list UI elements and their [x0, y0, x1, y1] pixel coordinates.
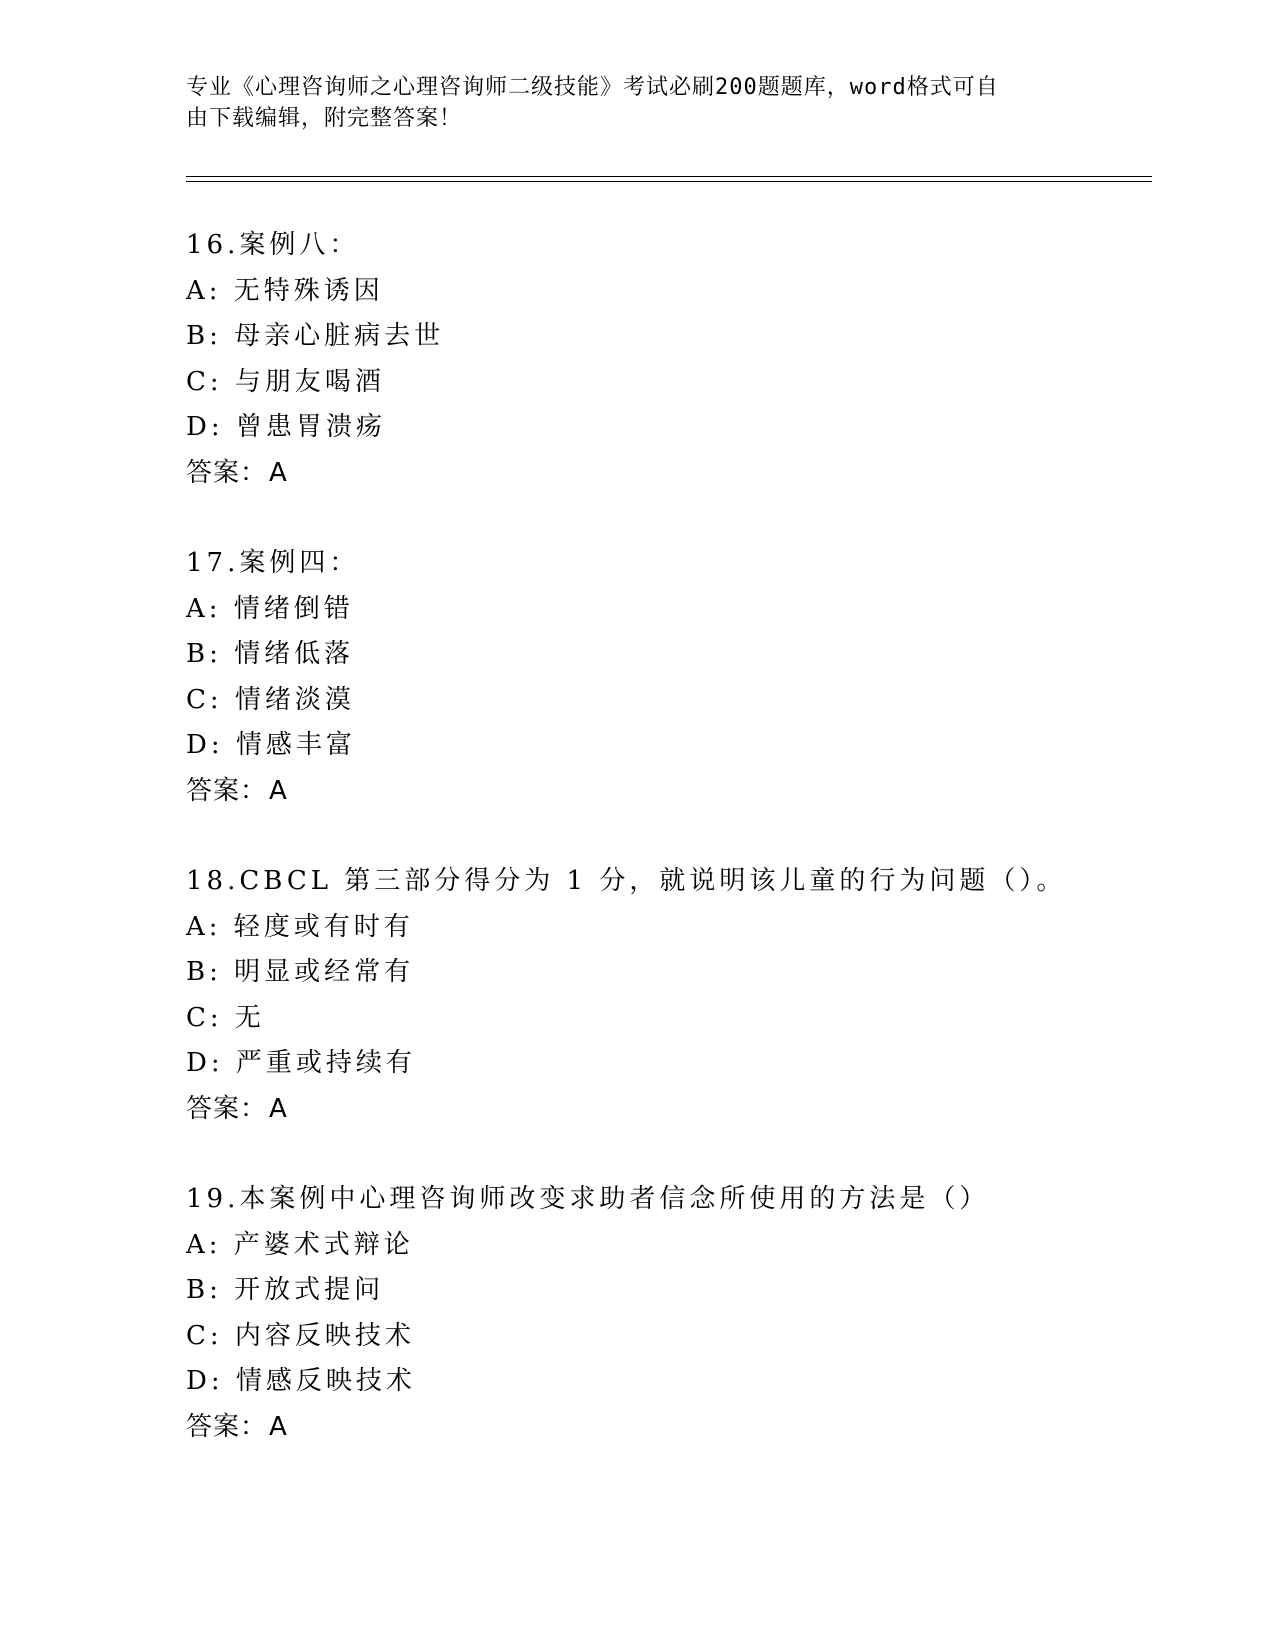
- option-c: C: 与朋友喝酒: [186, 366, 385, 397]
- question-stem: 19.本案例中心理咨询师改变求助者信念所使用的方法是（）: [186, 1184, 990, 1214]
- option-a: A: 轻度或有时有: [186, 911, 414, 942]
- answer-line: [186, 451, 1186, 497]
- option-d: D: 情感丰富: [186, 730, 356, 760]
- answer-label: 答案：: [186, 457, 268, 488]
- answer-line: [186, 1405, 1186, 1451]
- question-stem: 17.案例四：: [186, 548, 360, 578]
- question-stem: 16.案例八：: [186, 230, 360, 260]
- option-b: B: 母亲心脏病去世: [186, 321, 445, 351]
- answer-line: [186, 1087, 1186, 1133]
- header-divider-top: [186, 176, 1152, 177]
- answer-value: A: [269, 457, 288, 488]
- header-divider-bottom: [186, 181, 1152, 182]
- option-b: B: 明显或经常有: [186, 957, 415, 987]
- answer-label: 答案：: [186, 1411, 268, 1442]
- question-19: [186, 1177, 1186, 1450]
- document-header: [186, 72, 1066, 134]
- option-d: D: 严重或持续有: [186, 1048, 416, 1078]
- option-d: D: 情感反映技术: [186, 1366, 416, 1396]
- question-18: [186, 859, 1186, 1132]
- question-stem: 18.CBCL 第三部分得分为 1 分，就说明该儿童的行为问题（）。: [186, 866, 1067, 896]
- question-16: [186, 223, 1186, 496]
- option-a: A: 无特殊诱因: [186, 275, 384, 306]
- question-17: [186, 541, 1186, 814]
- option-a: A: 产婆术式辩论: [186, 1229, 414, 1260]
- option-b: B: 情绪低落: [186, 639, 355, 669]
- answer-value: A: [269, 1411, 288, 1442]
- option-a: A: 情绪倒错: [186, 593, 354, 624]
- answer-label: 答案：: [186, 775, 268, 806]
- answer-line: [186, 769, 1186, 815]
- option-c: C: 无: [186, 1002, 265, 1033]
- header-line-2: 由下载编辑，附完整答案！: [186, 106, 463, 131]
- option-b: B: 开放式提问: [186, 1275, 385, 1305]
- option-c: C: 内容反映技术: [186, 1320, 415, 1351]
- option-d: D: 曾患胃溃疡: [186, 412, 386, 442]
- option-c: C: 情绪淡漠: [186, 684, 355, 715]
- answer-value: A: [269, 1093, 288, 1124]
- answer-value: A: [269, 775, 288, 806]
- header-line-1: 专业《心理咨询师之心理咨询师二级技能》考试必刷200题题库，word格式可自: [186, 75, 999, 100]
- answer-label: 答案：: [186, 1093, 268, 1124]
